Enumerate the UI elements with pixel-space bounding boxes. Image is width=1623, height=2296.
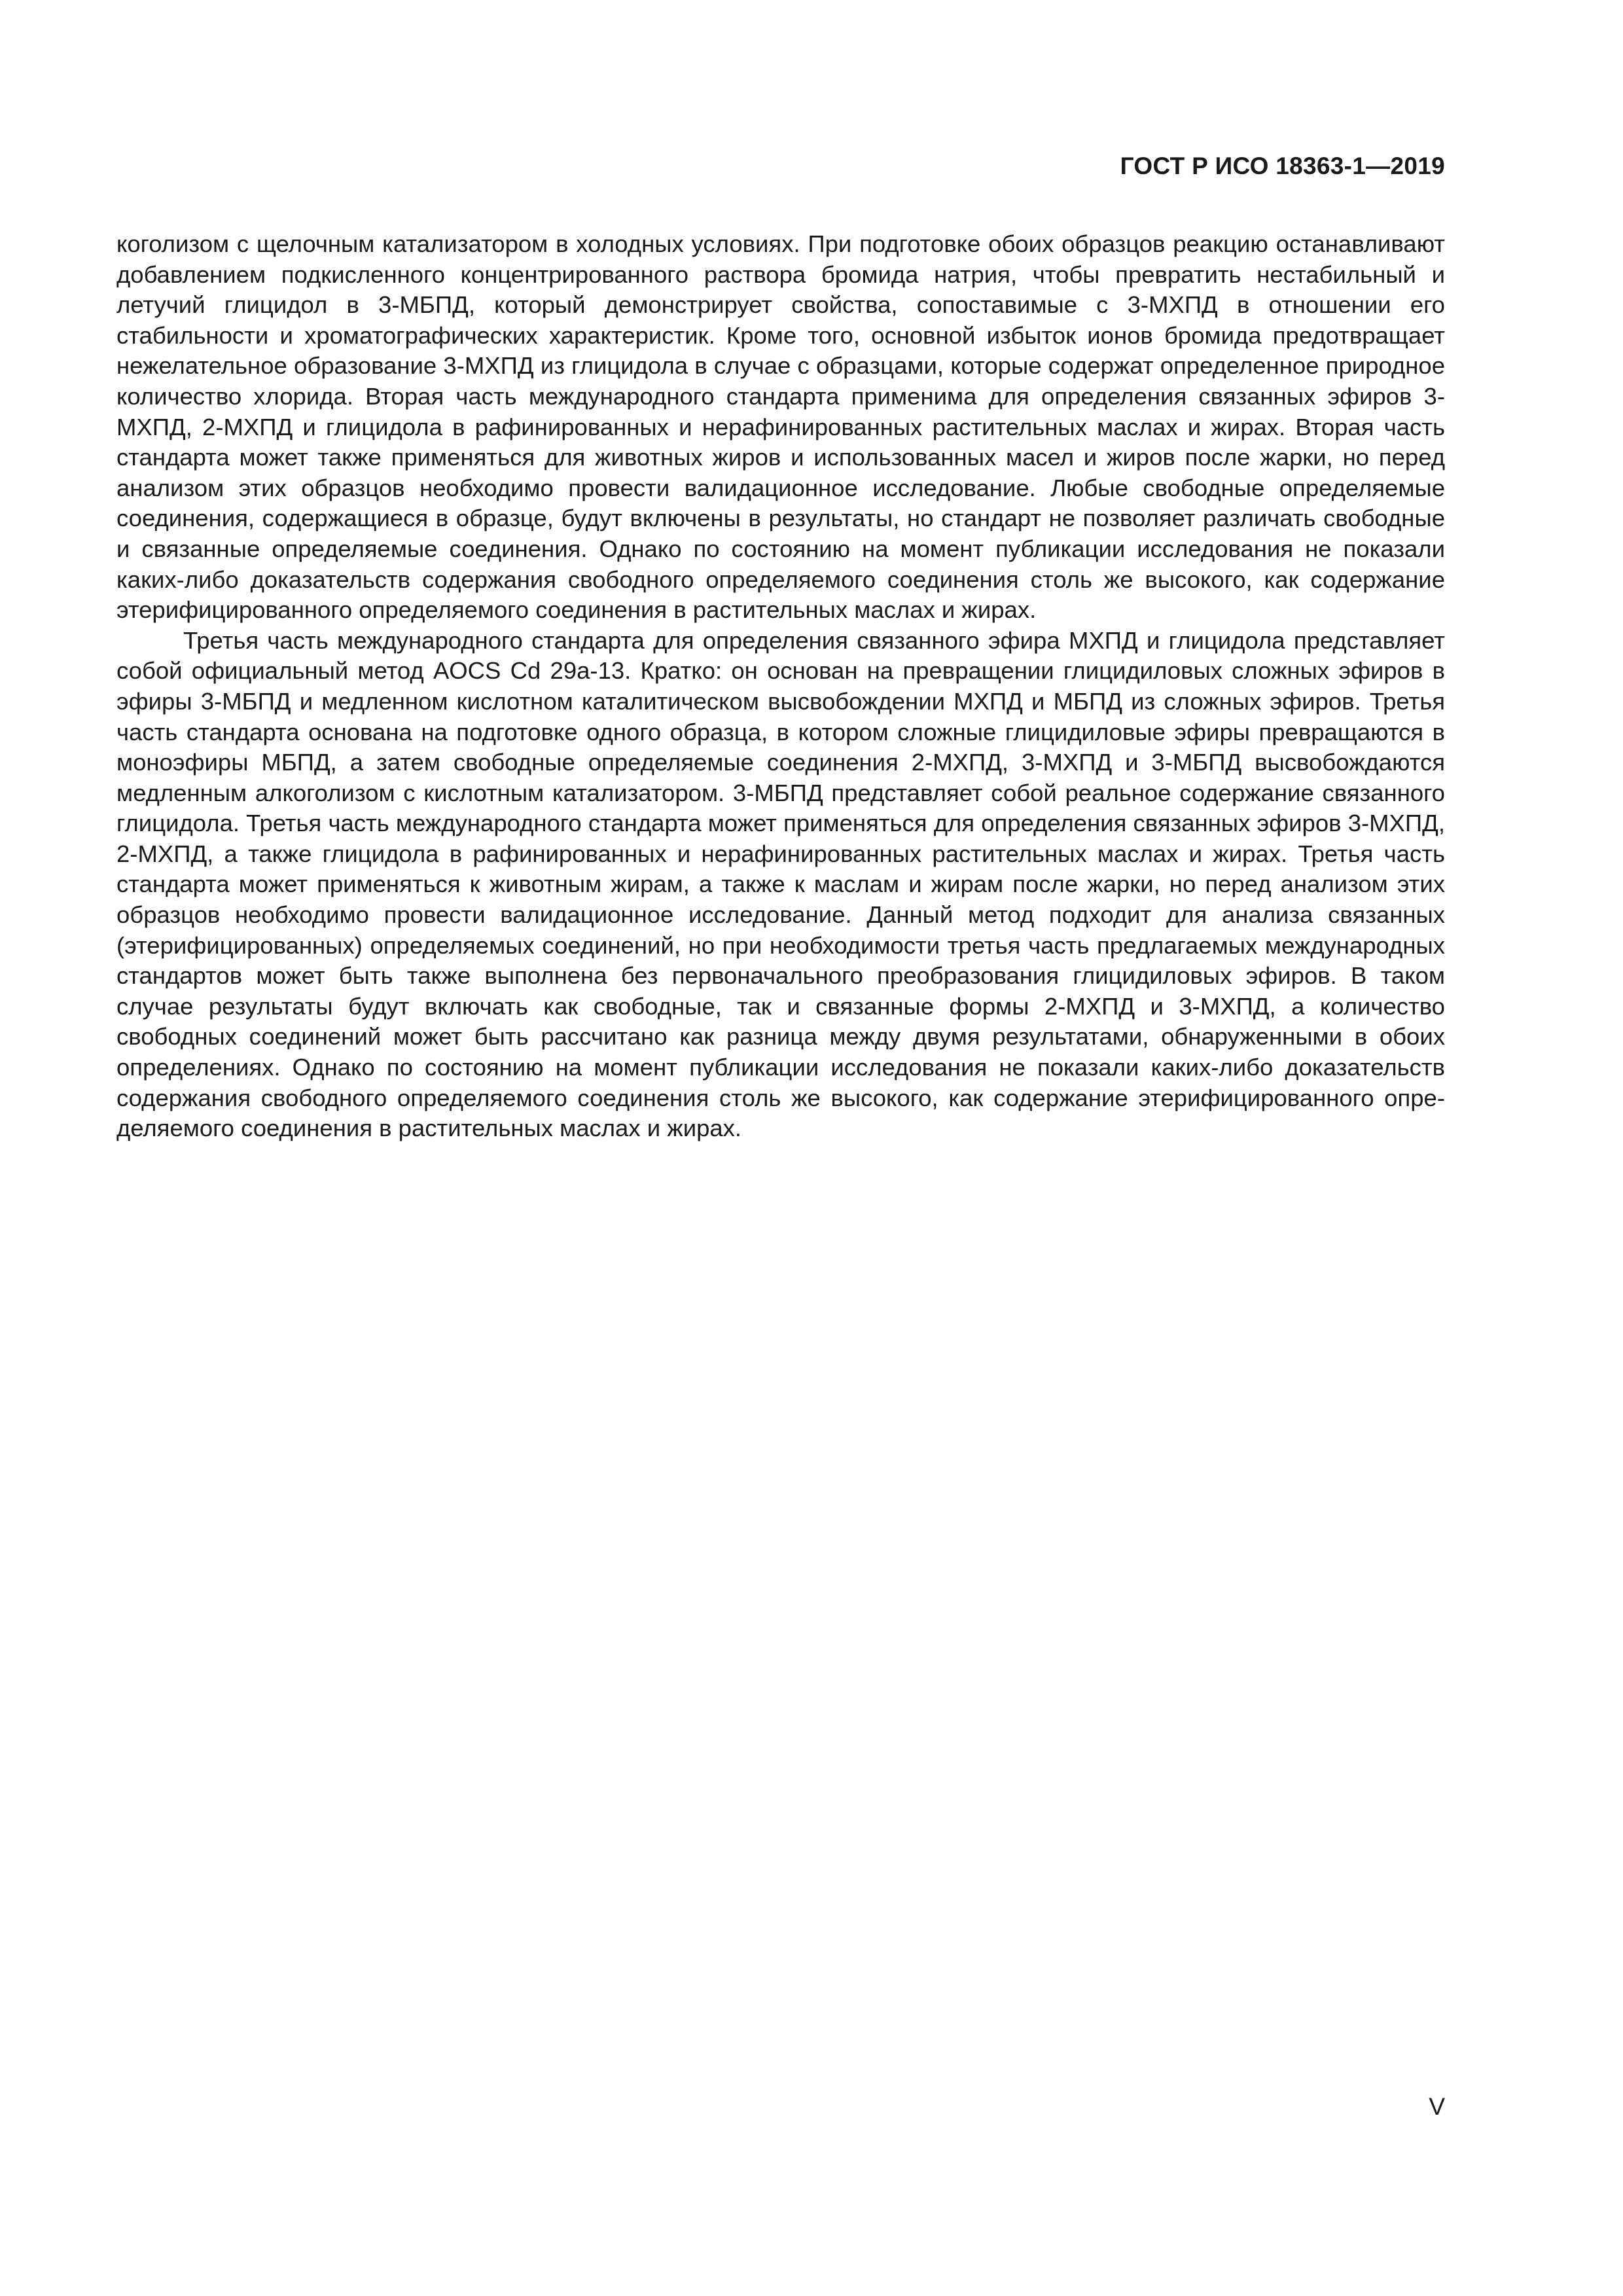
page-number: V bbox=[1429, 2093, 1445, 2120]
document-header-standard-id: ГОСТ Р ИСО 18363-1—2019 bbox=[1120, 152, 1445, 179]
document-body bbox=[116, 229, 1445, 1144]
body-paragraph-2: Третья часть международного стандарта для определения связанного эфира МХПД и глицидола представляет собой официальный метод AOCS Cd 29a-13. Кратко: он основан на превращении глицидиловых сложных эфиров в эфиры 3-МБПД и медленном кислотном каталитическом высвобождении МХПД и МБПД из сложных эфиров. Третья часть стандарта основана на подготовке одного образца, в котором сложные глицидиловые эфиры превращаются в моноэфиры МБПД, а затем свободные определяемые соединения 2-МХПД, 3-МХПД и 3-МБПД высвобождаются медленным алкоголизом с кислотным катализатором. 3-МБПД представляет собой реальное содержание связанного глицидола. Третья часть международного стандарта может применяться для определения связанных эфиров 3-МХПД, 2-МХПД, а также глицидола в рафинированных и нерафинированных растительных маслах и жирах. Третья часть стандарта может применяться к животным жирам, а также к маслам и жирам после жарки, но перед анализом этих образцов необходимо провести валидационное исследование. Данный метод подходит для анализа связанных (этерифицированных) определяемых соединений, но при необходимости третья часть предлагаемых международных стандартов может быть также выполнена без первоначального преобразования глицидиловых эфиров. В таком случае результаты будут включать как свободные, так и связанные формы 2-МХПД и 3-МХПД, а количество свободных соединений может быть рассчитано как разница между двумя результатами, обнаруженными в обоих определениях. Однако по состоянию на момент публикации исследования не показали каких-либо доказательств содержания свободного определяемого соединения столь же высокого, как содержание этерифицированного определяемого соединения в растительных маслах и жирах. bbox=[116, 626, 1445, 1142]
body-paragraph-1: коголизом с щелочным катализатором в холодных условиях. При подготовке обоих образцов реакцию останавливают добавлением подкисленного концентрированного раствора бромида натрия, чтобы превратить нестабильный и летучий глицидол в 3-МБПД, который демонстрирует свойства, сопоставимые с 3-МХПД в отношении его стабильности и хроматографических характеристик. Кроме того, основной избыток ионов бромида предотвращает нежелательное образование 3-МХПД из глицидола в случае с образцами, которые содержат определенное природное количество хлорида. Вторая часть международного стандарта применима для определения связанных эфиров 3-МХПД, 2-МХПД и глицидола в рафинированных и нерафинированных растительных маслах и жирах. Вторая часть стандарта может также применяться для животных жиров и использованных масел и жиров после жарки, но перед анализом этих образцов необходимо провести валидационное исследование. Любые свободные определяемые соединения, содержащиеся в образце, будут включены в результаты, но стандарт не позволяет различать свободные и связанные определяемые соединения. Однако по состоянию на момент публикации исследования не показали каких-либо доказательств содержания свободного определяемого соединения столь же высокого, как содержание этерифицированного определяемого соединения в растительных маслах и жирах. bbox=[116, 230, 1445, 624]
